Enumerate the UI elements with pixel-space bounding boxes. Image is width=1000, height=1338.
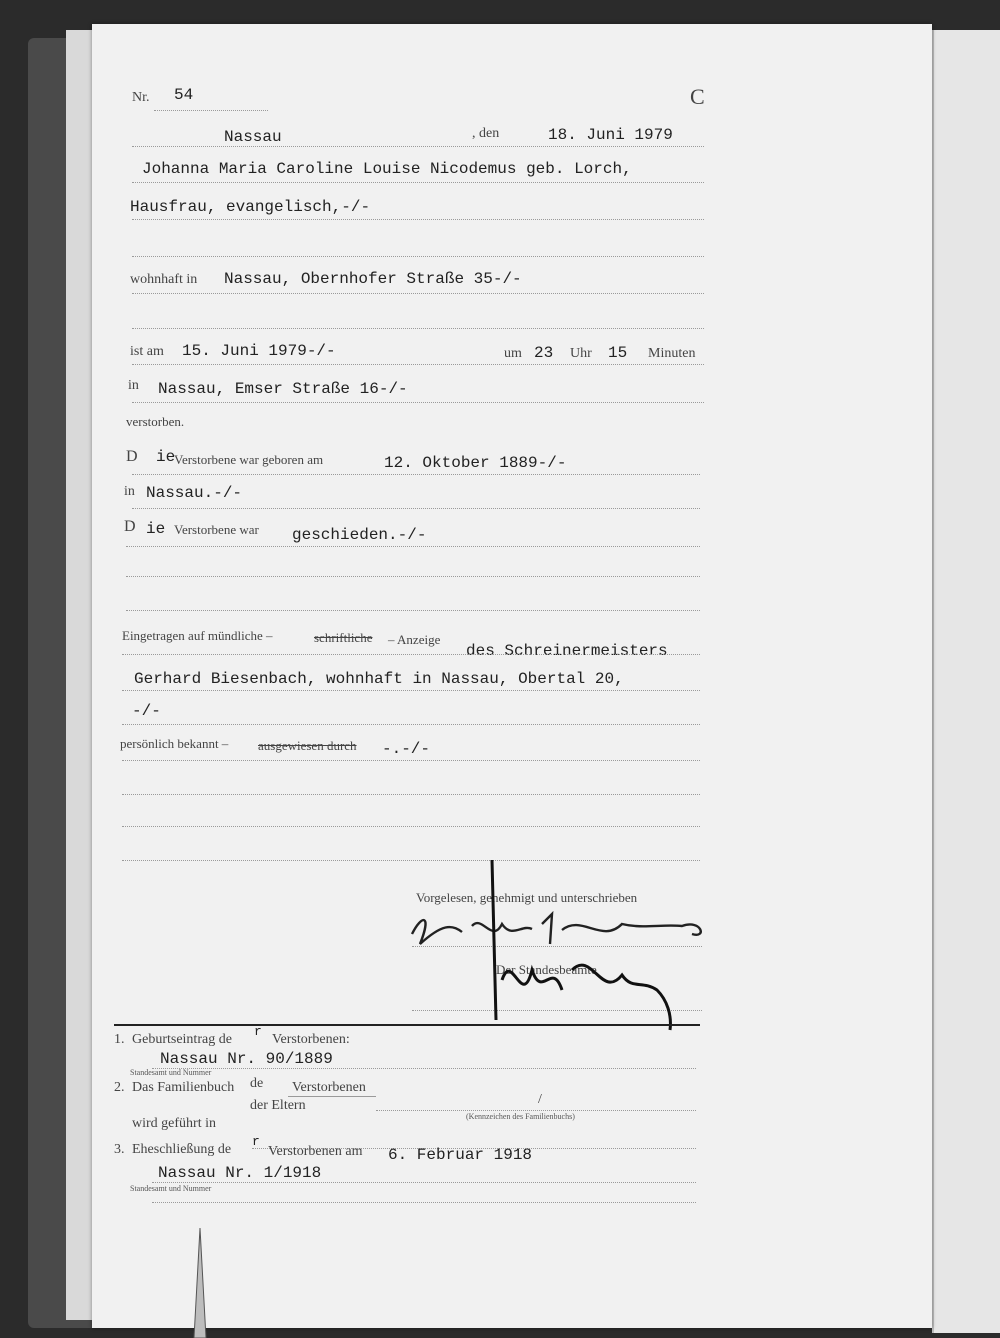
item1-small: Standesamt und Nummer <box>130 1068 212 1077</box>
item2-de: de <box>250 1076 264 1091</box>
residence-label: wohnhaft in <box>130 272 198 287</box>
entry-date: 18. Juni 1979 <box>548 126 673 144</box>
death-place: Nassau, Emser Straße 16-/- <box>158 380 408 398</box>
birth-d-label: D <box>126 448 138 465</box>
birth-in-label: in <box>124 484 135 499</box>
death-in-label: in <box>128 378 139 393</box>
item2-label: Das Familienbuch <box>132 1080 235 1095</box>
item2-small: (Kennzeichen des Familienbuchs) <box>466 1112 575 1121</box>
item2-num: 2. <box>114 1080 125 1095</box>
uhr-label: Uhr <box>570 346 592 361</box>
item3-num: 3. <box>114 1142 125 1157</box>
status-d-label: D <box>124 518 136 535</box>
deceased-name: Johanna Maria Caroline Louise Nicodemus geb. Lorch, <box>142 160 632 178</box>
born-label: Verstorbene war geboren am <box>174 452 324 467</box>
status-label: Verstorbene war <box>174 522 259 537</box>
informant-title: des Schreinermeisters <box>466 642 668 660</box>
informant-dash: -/- <box>132 702 161 720</box>
item2-gefuehrt: wird geführt in <box>132 1116 216 1131</box>
item3-value: Nassau Nr. 1/1918 <box>158 1164 322 1182</box>
item1-value: Nassau Nr. 90/1889 <box>160 1050 333 1068</box>
status-d-suffix: ie <box>146 520 166 538</box>
death-minutes: 15 <box>608 344 628 362</box>
item3-label2: Verstorbenen am <box>268 1144 363 1159</box>
item1-label2: Verstorbenen: <box>272 1032 350 1047</box>
minuten-label: Minuten <box>648 346 696 361</box>
item1-label: Geburtseintrag de <box>132 1032 232 1047</box>
born-date: 12. Oktober 1889-/- <box>384 454 567 472</box>
official-label: Der Standesbeamte <box>496 962 597 977</box>
known-value: -.-/- <box>382 740 431 758</box>
item1-num: 1. <box>114 1032 125 1047</box>
marriage-date: 6. Februar 1918 <box>388 1146 533 1164</box>
death-register-page <box>92 24 932 1328</box>
facing-page <box>932 30 1000 1333</box>
official-signature <box>462 840 702 1040</box>
item2-verstorbenen: Verstorbenen <box>292 1080 366 1095</box>
report-struck: schriftliche <box>314 630 373 645</box>
item2-eltern: der Eltern <box>250 1098 306 1113</box>
item2-slash: / <box>538 1092 542 1107</box>
nr-label: Nr. <box>132 90 150 105</box>
pen-tip <box>170 1228 230 1338</box>
born-place: Nassau.-/- <box>146 484 243 502</box>
item3-small: Standesamt und Nummer <box>130 1184 212 1193</box>
informant-details: Gerhard Biesenbach, wohnhaft in Nassau, Obertal 20, <box>134 670 624 688</box>
item1-sup: r <box>254 1024 262 1039</box>
nr-value: 54 <box>174 86 194 104</box>
item3-label: Eheschließung de <box>132 1142 232 1157</box>
death-hour: 23 <box>534 344 554 362</box>
death-date-label: ist am <box>130 344 164 359</box>
place: Nassau <box>224 128 282 146</box>
death-date: 15. Juni 1979-/- <box>182 342 336 360</box>
register-letter: C <box>690 84 705 109</box>
read-approved-label: Vorgelesen, genehmigt und unterschrieben <box>416 890 638 905</box>
report-label-1: Eingetragen auf mündliche – <box>122 628 273 643</box>
um-label: um <box>504 346 522 361</box>
marital-status: geschieden.-/- <box>292 526 427 544</box>
verstorben-label: verstorben. <box>126 414 185 429</box>
known-label: persönlich bekannt – <box>120 736 229 751</box>
birth-d-suffix: ie <box>156 448 176 466</box>
residence: Nassau, Obernhofer Straße 35-/- <box>224 270 522 288</box>
known-struck: ausgewiesen durch <box>258 738 357 753</box>
den-label: , den <box>472 126 500 141</box>
report-label-2: – Anzeige <box>388 632 441 647</box>
item3-sup: r <box>252 1134 260 1149</box>
occupation: Hausfrau, evangelisch,-/- <box>130 198 371 216</box>
